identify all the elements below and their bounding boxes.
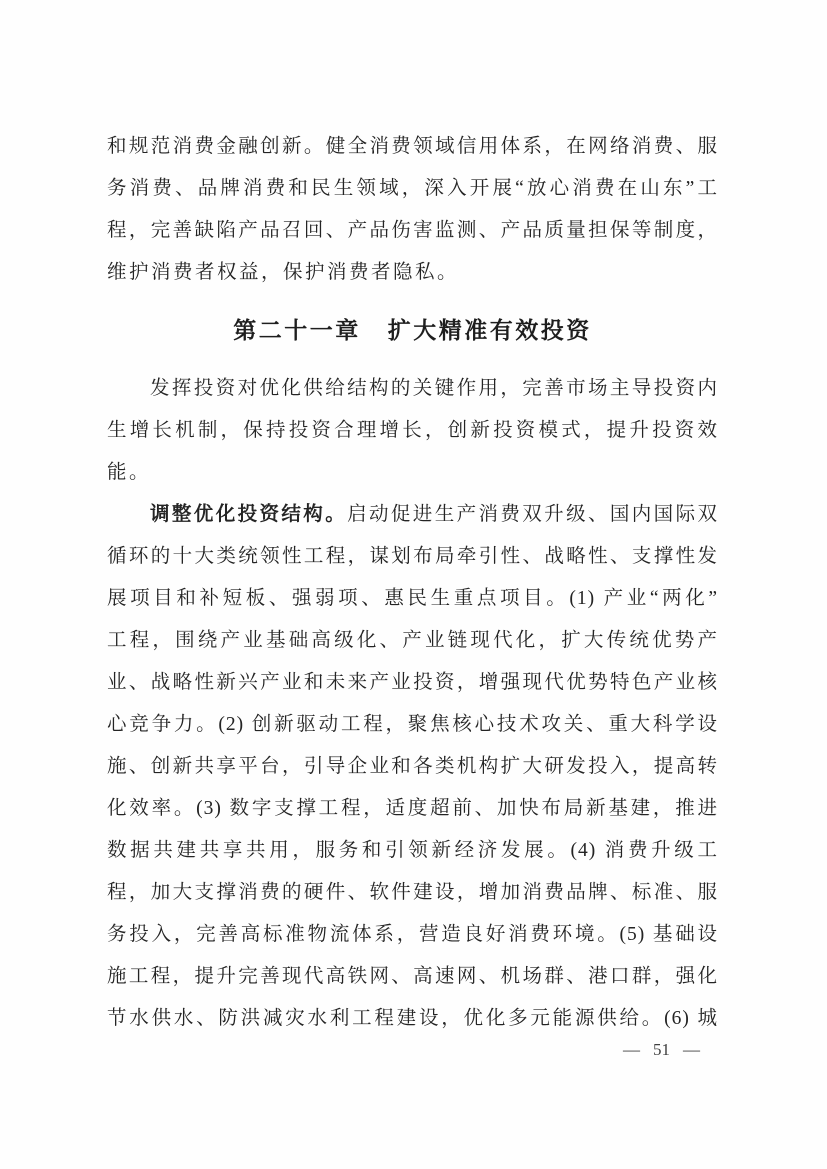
text-line (107, 126, 718, 168)
line-text: 化效率。(3) 数字支撑工程，适度超前、加快布局新基建，推进 (107, 798, 718, 819)
chapter-heading (107, 310, 718, 352)
paragraph (107, 494, 718, 1040)
line-text: 启动促进生产消费双升级、国内国际双 (347, 504, 718, 525)
document-body (107, 126, 718, 1040)
line-text: 施工程，提升完善现代高铁网、高速网、机场群、港口群，强化 (107, 966, 718, 987)
paragraph (107, 126, 718, 294)
line-text: 和规范消费金融创新。健全消费领域信用体系，在网络消费、服 (107, 136, 718, 157)
footer-left-dash: — (623, 1040, 640, 1059)
text-line (107, 368, 718, 410)
text-line (107, 410, 718, 452)
text-line (107, 746, 718, 788)
page-footer (623, 1040, 700, 1060)
text-line (107, 252, 718, 294)
bold-lead: 调整优化投资结构。 (150, 504, 348, 525)
line-text: 节水供水、防洪减灾水利工程建设，优化多元能源供给。(6) 城 (107, 1008, 718, 1029)
line-text: 务投入，完善高标准物流体系，营造良好消费环境。(5) 基础设 (107, 924, 718, 945)
line-text: 业、战略性新兴产业和未来产业投资，增强现代优势特色产业核 (107, 672, 718, 693)
chapter-number: 第二十一章 (233, 318, 361, 343)
page-number: 51 (653, 1040, 670, 1059)
line-text: 发挥投资对优化供给结构的关键作用，完善市场主导投资内 (150, 378, 718, 399)
text-line (107, 788, 718, 830)
text-line (107, 956, 718, 998)
text-line (107, 494, 718, 536)
line-text: 施、创新共享平台，引导企业和各类机构扩大研发投入，提高转 (107, 756, 718, 777)
text-line (107, 536, 718, 578)
footer-right-dash: — (683, 1040, 700, 1059)
text-line (107, 578, 718, 620)
text-line (107, 830, 718, 872)
text-line (107, 662, 718, 704)
chapter-title: 扩大精准有效投资 (387, 318, 592, 343)
paragraph (107, 368, 718, 494)
text-line (107, 998, 718, 1040)
text-line (107, 452, 718, 494)
line-text: 维护消费者权益，保护消费者隐私。 (107, 262, 460, 283)
line-text: 循环的十大类统领性工程，谋划布局牵引性、战略性、支撑性发 (107, 546, 718, 567)
line-text: 工程，围绕产业基础高级化、产业链现代化，扩大传统优势产 (107, 630, 718, 651)
text-line (107, 872, 718, 914)
line-text: 数据共建共享共用，服务和引领新经济发展。(4) 消费升级工 (107, 840, 718, 861)
text-line (107, 914, 718, 956)
line-text: 能。 (107, 462, 152, 483)
line-text: 程，完善缺陷产品召回、产品伤害监测、产品质量担保等制度， (107, 220, 718, 241)
line-text: 心竞争力。(2) 创新驱动工程，聚焦核心技术攻关、重大科学设 (107, 714, 718, 735)
line-text: 展项目和补短板、强弱项、惠民生重点项目。(1) 产业“两化” (107, 588, 718, 609)
line-text: 程，加大支撑消费的硬件、软件建设，增加消费品牌、标准、服 (107, 882, 718, 903)
text-line (107, 704, 718, 746)
text-line (107, 620, 718, 662)
text-line (107, 168, 718, 210)
line-text: 生增长机制，保持投资合理增长，创新投资模式，提升投资效 (107, 420, 718, 441)
line-text: 务消费、品牌消费和民生领域，深入开展“放心消费在山东”工 (107, 178, 718, 199)
text-line (107, 210, 718, 252)
